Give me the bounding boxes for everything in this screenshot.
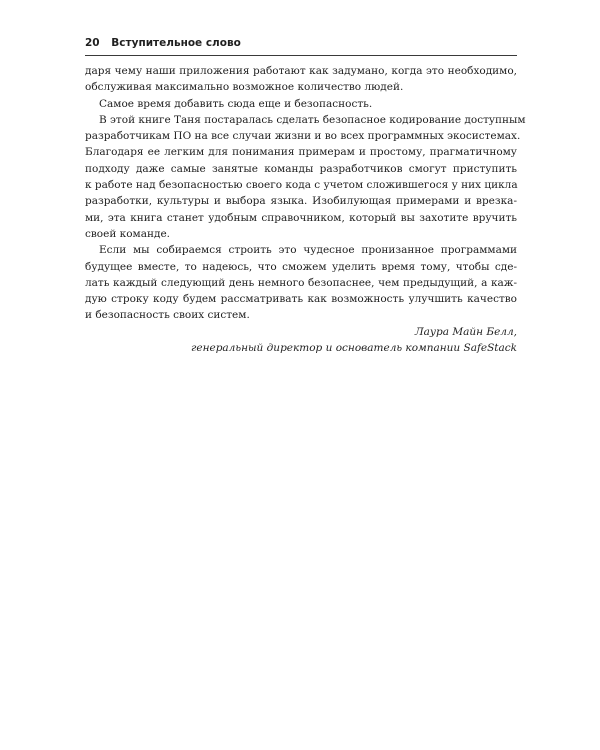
text-line: В этой книге Таня постаралась сделать безопасное кодирование доступным: [99, 113, 526, 126]
text-line: своей команде.: [85, 227, 170, 240]
page-body: [85, 63, 526, 356]
text-line: разработки, культуры и выбора языка. Изобилующая примерами и врезка-: [85, 195, 517, 208]
paragraph: [85, 242, 517, 323]
paragraph: [85, 96, 517, 112]
text-line: даря чему наши приложения работают как задумано, когда это необходимо,: [85, 65, 517, 77]
header-rule: [85, 55, 517, 56]
page-number: 20: [85, 37, 100, 49]
running-header: [85, 37, 241, 49]
text-line: дую строку коду будем рассматривать как возможность улучшить качество: [85, 293, 517, 306]
author-name: Лаура Майн Белл,: [414, 325, 517, 338]
paragraph: [85, 112, 526, 242]
section-title: Вступительное слово: [111, 37, 241, 49]
text-line: будущее вместе, то надеюсь, что сможем уделить время тому, чтобы сде-: [85, 260, 517, 273]
text-line: ми, эта книга станет удобным справочником, который вы захотите вручить: [85, 211, 517, 224]
text-line: и безопасность своих систем.: [85, 309, 250, 322]
text-line: разработчикам ПО на все случаи жизни и во всех программных экосистемах.: [85, 130, 521, 143]
author-title: генеральный директор и основатель компании SafeStack: [191, 342, 517, 355]
text-line: Самое время добавить сюда еще и безопасность.: [99, 97, 373, 110]
text-line: обслуживая максимально возможное количество людей.: [85, 81, 404, 94]
paragraph: [85, 63, 517, 96]
text-line: Благодаря ее легким для понимания примерам и простому, прагматичному: [85, 146, 517, 159]
signature: [85, 324, 517, 357]
text-line: лать каждый следующий день немного безопаснее, чем предыдущий, а каж-: [85, 276, 517, 289]
text-line: к работе над безопасностью своего кода с учетом сложившегося у них цикла: [85, 179, 518, 192]
text-line: подходу даже самые занятые команды разработчиков смогут приступить: [85, 162, 517, 175]
text-line: Если мы собираемся строить это чудесное пронизанное программами: [99, 244, 517, 257]
